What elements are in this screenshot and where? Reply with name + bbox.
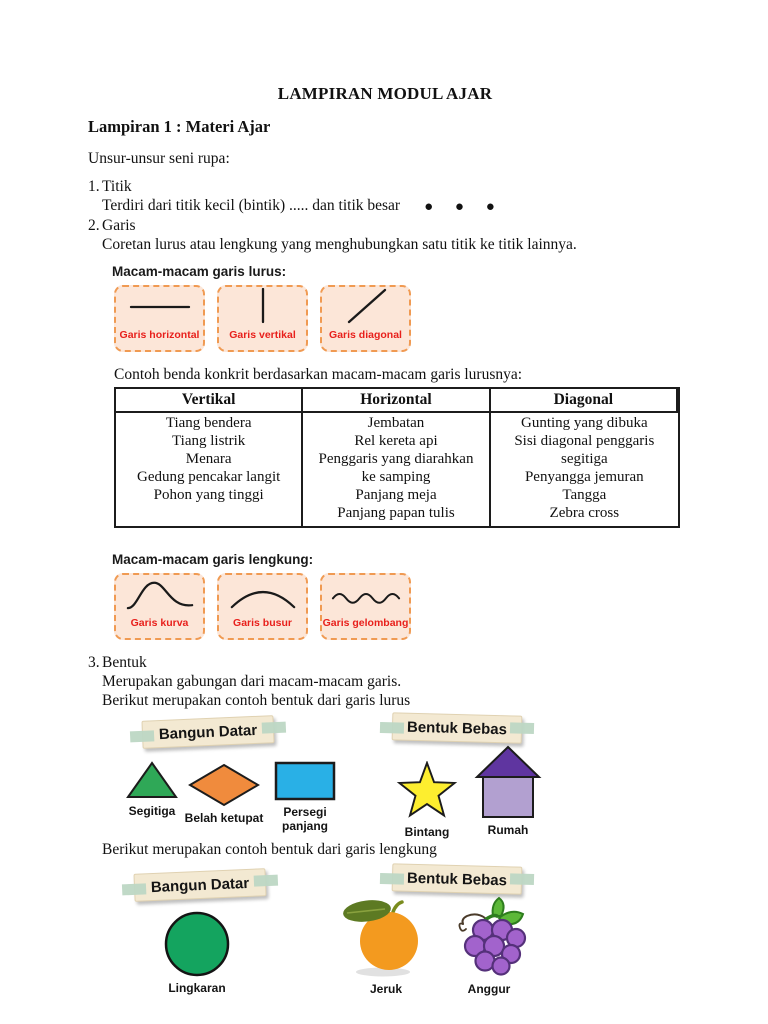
wave-line-icon bbox=[327, 575, 405, 612]
arc-line-icon bbox=[224, 575, 302, 612]
intro-text: Unsur-unsur seni rupa: bbox=[88, 150, 230, 167]
list-number: 3. bbox=[88, 654, 100, 671]
box-label: Garis busur bbox=[233, 617, 292, 629]
banner-label: Bangun Datar bbox=[150, 874, 250, 896]
shape-label: Jeruk bbox=[369, 982, 403, 996]
table-header-vertikal: Vertikal bbox=[116, 389, 303, 413]
tape-icon bbox=[510, 873, 534, 885]
bentuk-lengkung-caption: Berikut merupakan contoh bentuk dari garis lengkung bbox=[102, 841, 437, 858]
table-cell-line: Penyangga jemuran bbox=[524, 469, 644, 485]
lingkaran-icon bbox=[164, 911, 230, 977]
table-cell-line: Pohon yang tinggi bbox=[153, 487, 264, 503]
table-cell-line: segitiga bbox=[560, 451, 608, 467]
box-label: Garis kurva bbox=[130, 617, 189, 629]
shape-label: Bintang bbox=[404, 825, 450, 839]
table-cell-line: Tangga bbox=[562, 487, 607, 503]
bintang-icon bbox=[394, 761, 460, 821]
table-cell-line: Gunting yang dibuka bbox=[520, 415, 648, 431]
shape-anggur bbox=[448, 896, 530, 996]
table-cell-line: Zebra cross bbox=[549, 505, 620, 521]
bentuk-description: Merupakan gabungan dari macam-macam garis. bbox=[102, 673, 402, 690]
shape-belah-ketupat bbox=[178, 763, 270, 825]
banner-bentuk-bebas bbox=[392, 863, 523, 894]
segitiga-icon bbox=[125, 760, 179, 800]
banner-bentuk-bebas bbox=[392, 712, 523, 743]
bentuk-lurus-caption: Berikut merupakan contoh bentuk dari garis lurus bbox=[102, 692, 411, 709]
garis-gelombang-box bbox=[320, 573, 411, 640]
jeruk-icon bbox=[341, 896, 431, 978]
table-header-diagonal: Diagonal bbox=[491, 389, 678, 413]
shape-label: Rumah bbox=[487, 823, 529, 837]
shape-label: Anggur bbox=[467, 982, 511, 996]
garis-vertikal-box bbox=[217, 285, 308, 352]
table-column-horizontal bbox=[303, 413, 490, 526]
list-label-titik: Titik bbox=[102, 178, 132, 195]
garis-lengkung-heading: Macam-macam garis lengkung: bbox=[112, 552, 314, 567]
figure-bentuk-garis-lurus bbox=[102, 714, 682, 840]
list-item-garis bbox=[88, 216, 682, 640]
table-cell-line: Rel kereta api bbox=[354, 433, 438, 449]
table-column-diagonal bbox=[491, 413, 678, 526]
garis-horizontal-box bbox=[114, 285, 205, 352]
figure-bentuk-garis-lengkung bbox=[102, 863, 682, 1005]
rumah-icon bbox=[474, 745, 542, 819]
tape-icon bbox=[380, 722, 404, 734]
table-cell-line: Sisi diagonal penggaris bbox=[514, 433, 655, 449]
table-header-horizontal: Horizontal bbox=[303, 389, 490, 413]
tape-icon bbox=[130, 730, 154, 742]
diagonal-line-icon bbox=[327, 288, 405, 324]
tape-icon bbox=[254, 875, 278, 887]
garis-description: Coretan lurus atau lengkung yang menghubungkan satu titik ke titik lainnya. bbox=[102, 236, 577, 253]
table-cell-line: Jembatan bbox=[367, 415, 425, 431]
horizontal-line-icon bbox=[121, 288, 199, 324]
shape-lingkaran bbox=[162, 911, 232, 995]
table-cell-line: Tiang listrik bbox=[172, 433, 246, 449]
banner-bangun-datar bbox=[141, 715, 274, 749]
shape-bintang bbox=[393, 761, 461, 839]
tape-icon bbox=[510, 722, 534, 734]
table-cell-line: ke samping bbox=[361, 469, 431, 485]
list-item-titik bbox=[88, 177, 682, 216]
shape-label: Belah ketupat bbox=[184, 811, 264, 825]
belah-ketupat-icon bbox=[187, 763, 261, 807]
list-number: 2. bbox=[88, 217, 100, 234]
garis-kurva-box bbox=[114, 573, 205, 640]
box-label: Garis horizontal bbox=[119, 329, 200, 341]
persegi-panjang-icon bbox=[274, 761, 336, 801]
banner-label: Bentuk Bebas bbox=[406, 869, 508, 889]
shape-rumah bbox=[472, 745, 544, 837]
table-cell-line: Panjang papan tulis bbox=[337, 505, 455, 521]
shape-label: Segitiga bbox=[128, 804, 176, 818]
anggur-icon bbox=[449, 896, 529, 978]
garis-lurus-heading: Macam-macam garis lurus: bbox=[112, 264, 287, 279]
table-cell-line: Gedung pencakar langit bbox=[137, 469, 281, 485]
titik-description-row bbox=[102, 196, 682, 216]
shape-label: Lingkaran bbox=[168, 981, 226, 995]
tape-icon bbox=[262, 722, 286, 734]
table-caption: Contoh benda konkrit berdasarkan macam-macam garis lurusnya: bbox=[114, 366, 523, 383]
table-cell-line: Penggaris yang diarahkan bbox=[318, 451, 474, 467]
table-cell-line: Menara bbox=[185, 451, 232, 467]
box-label: Garis gelombang bbox=[322, 617, 409, 629]
list-item-bentuk bbox=[88, 653, 682, 1005]
list-label-bentuk: Bentuk bbox=[102, 654, 147, 671]
titik-description: Terdiri dari titik kecil (bintik) ..... dan titik besar bbox=[102, 197, 401, 214]
garis-busur-box bbox=[217, 573, 308, 640]
box-label: Garis diagonal bbox=[329, 329, 402, 341]
page-title: LAMPIRAN MODUL AJAR bbox=[277, 84, 493, 103]
shape-jeruk bbox=[340, 896, 432, 996]
vertical-line-icon bbox=[224, 288, 302, 324]
big-dots: ● ● ● bbox=[424, 199, 504, 215]
list-number: 1. bbox=[88, 178, 100, 195]
shape-label: Persegi panjang bbox=[281, 805, 328, 833]
shape-persegi-panjang bbox=[273, 761, 337, 833]
banner-label: Bentuk Bebas bbox=[406, 718, 508, 738]
contoh-benda-table bbox=[114, 387, 680, 528]
banner-bangun-datar bbox=[133, 868, 266, 902]
tape-icon bbox=[122, 883, 146, 895]
table-cell-line: Panjang meja bbox=[355, 487, 437, 503]
tape-icon bbox=[380, 873, 404, 885]
box-label: Garis vertikal bbox=[229, 329, 296, 341]
section-heading: Lampiran 1 : Materi Ajar bbox=[88, 117, 271, 136]
table-column-vertikal bbox=[116, 413, 303, 526]
banner-label: Bangun Datar bbox=[158, 721, 258, 743]
list-label-garis: Garis bbox=[102, 217, 136, 234]
curve-line-icon bbox=[121, 575, 199, 612]
garis-lurus-box-row bbox=[114, 285, 682, 352]
garis-lengkung-box-row bbox=[114, 573, 682, 640]
table-cell-line: Tiang bendera bbox=[165, 415, 252, 431]
garis-diagonal-box bbox=[320, 285, 411, 352]
